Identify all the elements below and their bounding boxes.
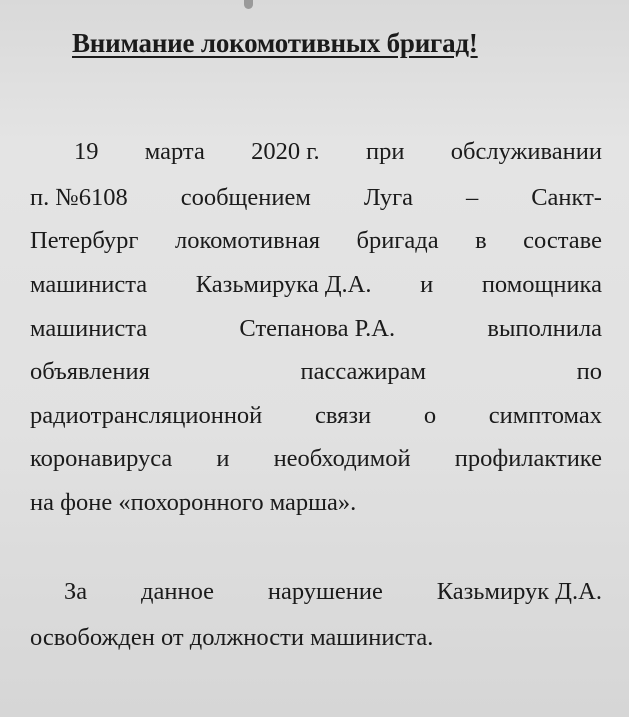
word: пассажирам (300, 358, 427, 385)
word: и (420, 271, 434, 298)
paragraph1-line-7 (30, 401, 602, 431)
word: освобожден от должности машиниста. (30, 624, 434, 651)
word: Казьмирука Д.А. (195, 271, 372, 298)
paragraph1-line-1 (74, 137, 602, 167)
word: За (64, 578, 88, 605)
notice-title: Внимание локомотивных бригад! (72, 28, 478, 58)
word: марта (144, 138, 205, 165)
word: помощника (481, 271, 602, 298)
word: о (423, 402, 437, 429)
word: данное (141, 578, 215, 605)
word: – (465, 184, 479, 211)
word: сообщением (180, 184, 311, 211)
word: связи (314, 402, 372, 429)
paragraph1-line-3 (30, 226, 602, 256)
word: обслуживании (450, 138, 602, 165)
word: п. №6108 (30, 184, 128, 211)
word: коронавируса (30, 445, 173, 472)
word: Петербург (30, 227, 139, 254)
word: локомотивная (174, 227, 320, 254)
word: при (365, 138, 405, 165)
word: машиниста (30, 315, 148, 342)
pin-mark (244, 0, 253, 9)
word: и (216, 445, 230, 472)
paragraph2-line-1 (64, 577, 602, 607)
paragraph1-line-8 (30, 444, 602, 474)
paragraph1-line-4 (30, 270, 602, 300)
paragraph1-line-6 (30, 357, 602, 387)
word: Степанова Р.А. (239, 315, 396, 342)
word: бригада (356, 227, 439, 254)
word: нарушение (267, 578, 383, 605)
word: 2020 г. (251, 138, 320, 165)
paragraph1-line-2 (30, 183, 602, 213)
paragraph1-line-5 (30, 314, 602, 344)
word: необходимой (273, 445, 411, 472)
word: объявления (30, 358, 150, 385)
word: Казьмирук Д.А. (436, 578, 602, 605)
word: радиотрансляционной (30, 402, 263, 429)
word: Санкт- (531, 184, 602, 211)
paragraph2-line-2 (30, 623, 602, 653)
word: 19 (74, 138, 99, 165)
word: профилактике (454, 445, 602, 472)
word: симптомах (488, 402, 602, 429)
word: составе (523, 227, 602, 254)
paragraph1-line-9 (30, 488, 602, 518)
word: машиниста (30, 271, 148, 298)
word: в (475, 227, 487, 254)
word: Луга (363, 184, 414, 211)
word: на фоне «похоронного марша». (30, 489, 357, 516)
word: по (576, 358, 602, 385)
word: выполнила (487, 315, 602, 342)
